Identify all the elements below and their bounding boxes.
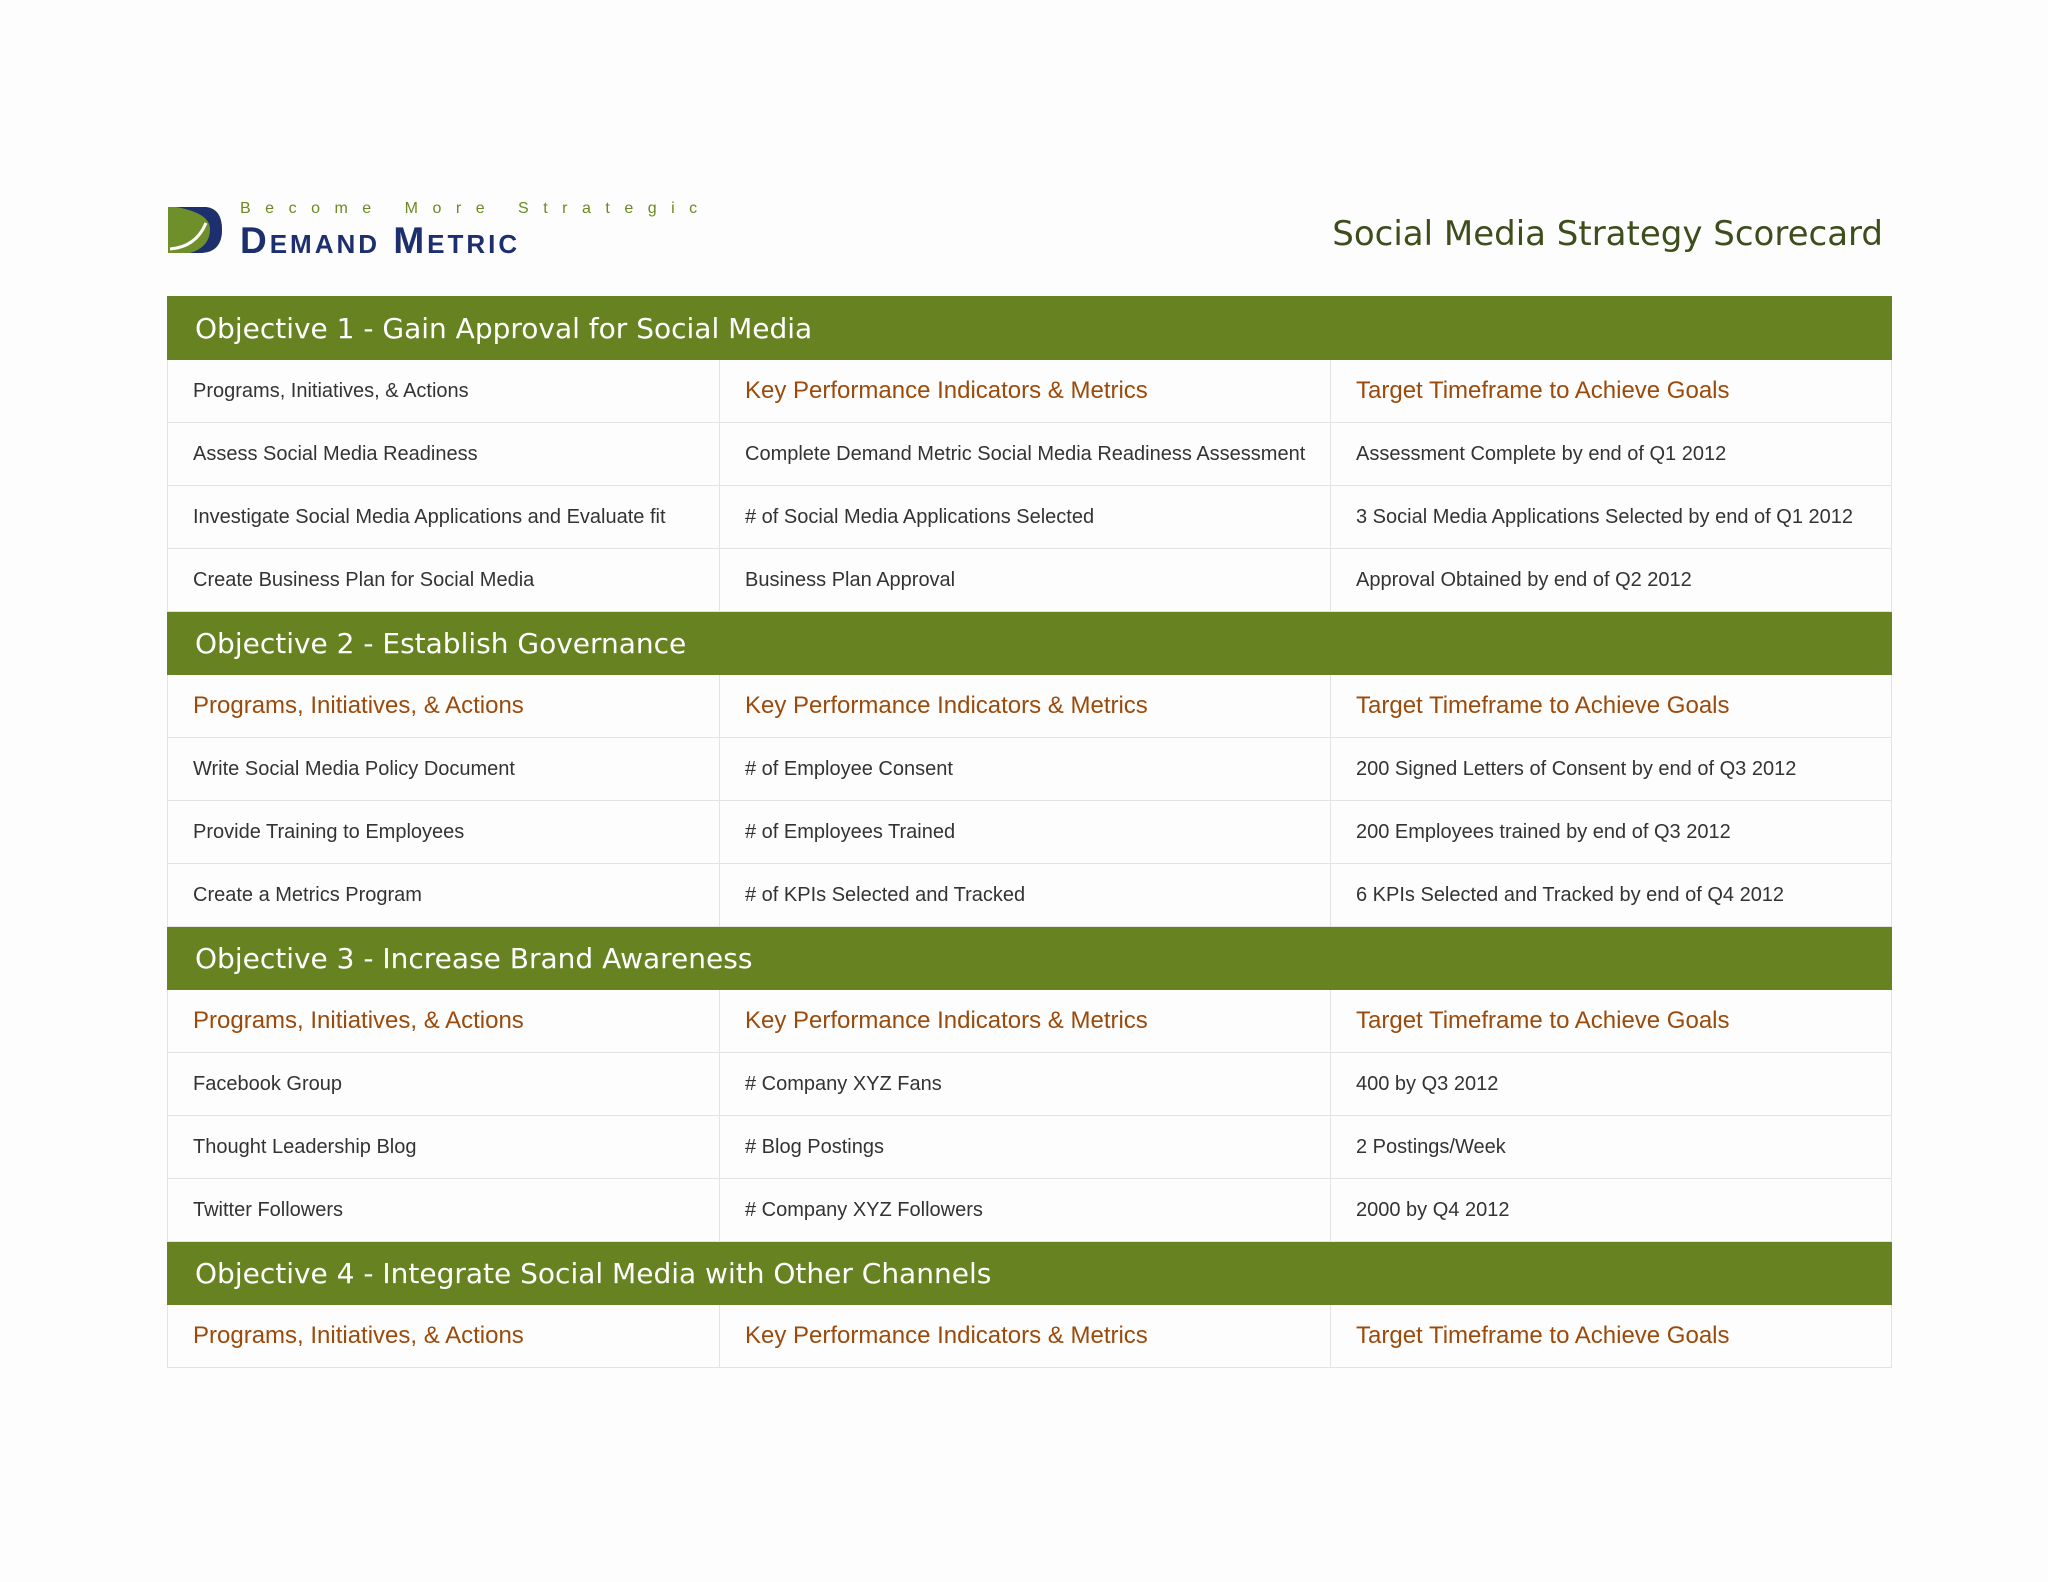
- table-row: [168, 486, 1892, 549]
- timeframe-cell: Approval Obtained by end of Q2 2012: [1331, 549, 1892, 612]
- table-row: [168, 1116, 1892, 1179]
- timeframe-cell: 200 Employees trained by end of Q3 2012: [1331, 801, 1892, 864]
- logo-name: Demand Metric: [240, 220, 521, 261]
- column-header-row: [168, 360, 1892, 423]
- kpi-cell: Complete Demand Metric Social Media Readiness Assessment: [720, 423, 1331, 486]
- program-cell: Provide Training to Employees: [168, 801, 720, 864]
- table-row: [168, 801, 1892, 864]
- demand-metric-logo-icon: [166, 203, 224, 257]
- kpi-cell: Business Plan Approval: [720, 549, 1331, 612]
- program-cell: Create a Metrics Program: [168, 864, 720, 927]
- table-row: [168, 864, 1892, 927]
- column-header-kpis: Key Performance Indicators & Metrics: [720, 360, 1331, 423]
- kpi-cell: # Company XYZ Fans: [720, 1053, 1331, 1116]
- column-header-timeframe: Target Timeframe to Achieve Goals: [1331, 990, 1892, 1053]
- timeframe-cell: 400 by Q3 2012: [1331, 1053, 1892, 1116]
- program-cell: Assess Social Media Readiness: [168, 423, 720, 486]
- table-row: [168, 549, 1892, 612]
- objective-header-row: [168, 927, 1892, 990]
- column-header-row: [168, 990, 1892, 1053]
- kpi-cell: # of Employees Trained: [720, 801, 1331, 864]
- table-row: [168, 423, 1892, 486]
- column-header-row: [168, 1305, 1892, 1368]
- objective-title: Objective 2 - Establish Governance: [168, 612, 1892, 675]
- kpi-cell: # of Employee Consent: [720, 738, 1331, 801]
- objective-header-row: [168, 297, 1892, 360]
- kpi-cell: # Blog Postings: [720, 1116, 1331, 1179]
- program-cell: Write Social Media Policy Document: [168, 738, 720, 801]
- column-header-programs: Programs, Initiatives, & Actions: [168, 1305, 720, 1368]
- timeframe-cell: 6 KPIs Selected and Tracked by end of Q4 2012: [1331, 864, 1892, 927]
- logo-tagline: Become More Strategic: [240, 200, 712, 217]
- table-row: [168, 738, 1892, 801]
- timeframe-cell: 3 Social Media Applications Selected by end of Q1 2012: [1331, 486, 1892, 549]
- column-header-timeframe: Target Timeframe to Achieve Goals: [1331, 675, 1892, 738]
- column-header-timeframe: Target Timeframe to Achieve Goals: [1331, 360, 1892, 423]
- timeframe-cell: 200 Signed Letters of Consent by end of Q3 2012: [1331, 738, 1892, 801]
- objective-title: Objective 1 - Gain Approval for Social Media: [168, 297, 1892, 360]
- kpi-cell: # of KPIs Selected and Tracked: [720, 864, 1331, 927]
- demand-metric-logo: [166, 200, 712, 261]
- program-cell: Twitter Followers: [168, 1179, 720, 1242]
- program-cell: Create Business Plan for Social Media: [168, 549, 720, 612]
- program-cell: Thought Leadership Blog: [168, 1116, 720, 1179]
- kpi-cell: # Company XYZ Followers: [720, 1179, 1331, 1242]
- column-header-kpis: Key Performance Indicators & Metrics: [720, 990, 1331, 1053]
- timeframe-cell: Assessment Complete by end of Q1 2012: [1331, 423, 1892, 486]
- objective-title: Objective 4 - Integrate Social Media with Other Channels: [168, 1242, 1892, 1305]
- table-row: [168, 1053, 1892, 1116]
- column-header-kpis: Key Performance Indicators & Metrics: [720, 1305, 1331, 1368]
- column-header-programs: Programs, Initiatives, & Actions: [168, 360, 720, 423]
- column-header-programs: Programs, Initiatives, & Actions: [168, 675, 720, 738]
- column-header-timeframe: Target Timeframe to Achieve Goals: [1331, 1305, 1892, 1368]
- program-cell: Investigate Social Media Applications and Evaluate fit: [168, 486, 720, 549]
- objective-header-row: [168, 612, 1892, 675]
- timeframe-cell: 2000 by Q4 2012: [1331, 1179, 1892, 1242]
- kpi-cell: # of Social Media Applications Selected: [720, 486, 1331, 549]
- objective-title: Objective 3 - Increase Brand Awareness: [168, 927, 1892, 990]
- scorecard-table: [167, 296, 1892, 1368]
- objective-header-row: [168, 1242, 1892, 1305]
- column-header-programs: Programs, Initiatives, & Actions: [168, 990, 720, 1053]
- table-row: [168, 1179, 1892, 1242]
- column-header-kpis: Key Performance Indicators & Metrics: [720, 675, 1331, 738]
- program-cell: Facebook Group: [168, 1053, 720, 1116]
- page-title: Social Media Strategy Scorecard: [1332, 214, 1883, 254]
- timeframe-cell: 2 Postings/Week: [1331, 1116, 1892, 1179]
- column-header-row: [168, 675, 1892, 738]
